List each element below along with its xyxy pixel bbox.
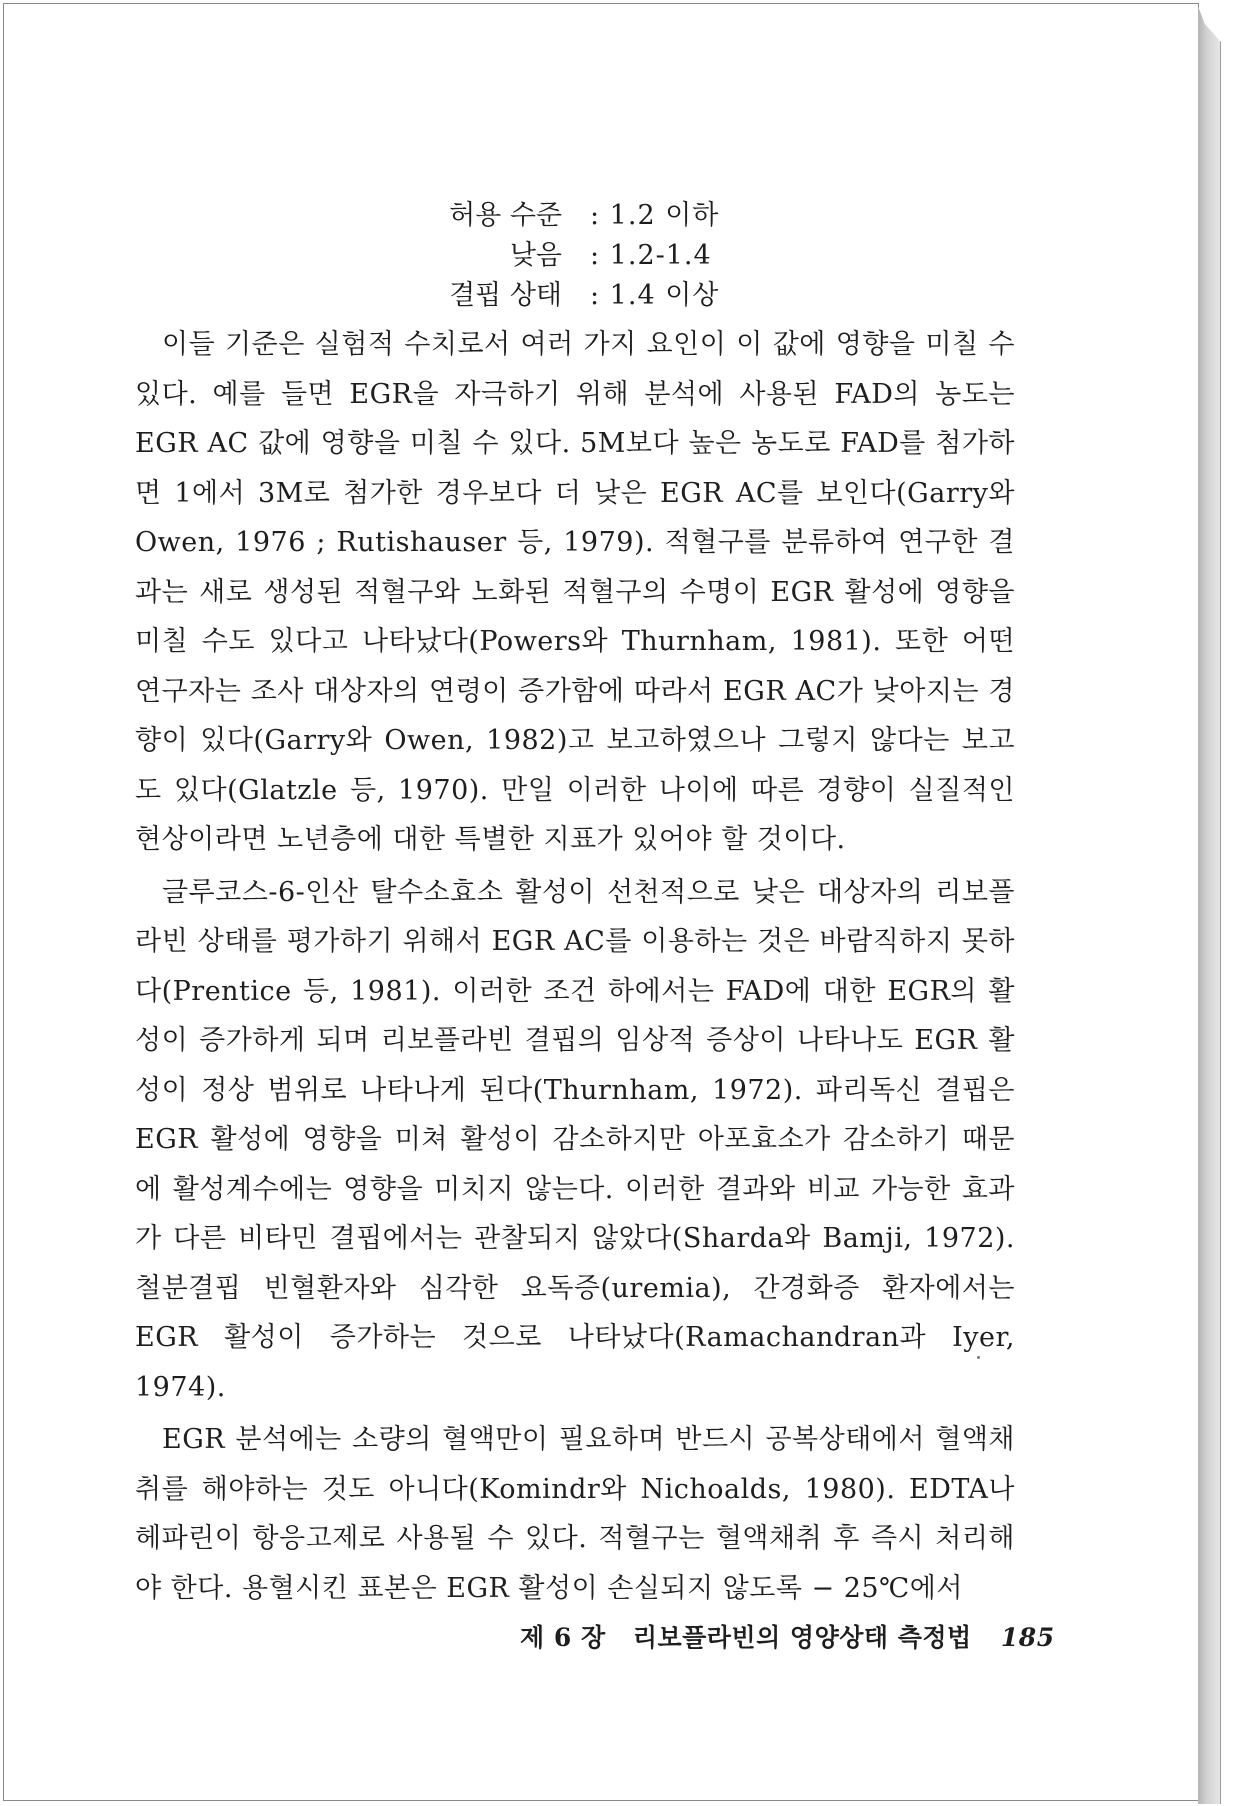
criteria-row-deficient: [440, 276, 820, 316]
page-edge-shadow: [1198, 6, 1221, 1804]
criteria-label: 낮음: [509, 240, 562, 271]
body-text: [135, 320, 1015, 1616]
criteria-label: 결핍 상태: [449, 280, 562, 311]
scan-speck: [977, 1356, 980, 1359]
criteria-row-low: [440, 236, 820, 276]
page-number: 185: [1000, 1623, 1055, 1652]
paragraph: 글루코스-6-인산 탈수소효소 활성이 선천적으로 낮은 대상자의 리보플라빈 상태를 평가하기 위해서 EGR AC를 이용하는 것은 바람직하지 못하다(Prentice 등, 1981). 이러한 조건 하에서는 FAD에 대한 EGR의 활성이 증가하게 되며 리보플라빈 결핍의 임상적 증상이 나타나도 EGR 활성이 정상 범위로 나타나게 된다(Thurnham, 1972). 파리독신 결핍은 EGR 활성에 영향을 미쳐 활성이 감소하지만 아포효소가 감소하기 때문에 활성계수에는 영향을 미치지 않는다. 이러한 결과와 비교 가능한 효과가 다른 비타민 결핍에서는 관찰되지 않았다(Sharda와 Bamji, 1972). 철분결핍 빈혈환자와 심각한 요독증(uremia), 간경화증 환자에서는 EGR 활성이 증가하는 것으로 나타났다(Ramachandran과 Iyer, 1974).: [135, 876, 1015, 1403]
criteria-value: : 1.4 이상: [590, 280, 720, 311]
chapter-title: 리보플라빈의 영양상태 측정법: [632, 1623, 972, 1652]
criteria-value: : 1.2-1.4: [590, 240, 712, 271]
paragraph: 이들 기준은 실험적 수치로서 여러 가지 요인이 이 값에 영향을 미칠 수 있다. 예를 들면 EGR을 자극하기 위해 분석에 사용된 FAD의 농도는 EGR AC 값에 영향을 미칠 수 있다. 5M보다 높은 농도로 FAD를 첨가하면 1에서 3M로 첨가한 경우보다 더 낮은 EGR AC를 보인다(Garry와 Owen, 1976 ; Rutishauser 등, 1979). 적혈구를 분류하여 연구한 결과는 새로 생성된 적혈구와 노화된 적혈구의 수명이 EGR 활성에 영향을 미칠 수도 있다고 나타났다(Powers와 Thurnham, 1981). 또한 어떤 연구자는 조사 대상자의 연령이 증가함에 따라서 EGR AC가 낮아지는 경향이 있다(Garry와 Owen, 1982)고 보고하였으나 그렇지 않다는 보고도 있다(Glatzle 등, 1970). 만일 이러한 나이에 따른 경향이 실질적인 현상이라면 노년층에 대한 특별한 지표가 있어야 할 것이다.: [135, 329, 1015, 855]
chapter-number: 제 6 장: [520, 1623, 606, 1652]
paragraph: EGR 분석에는 소량의 혈액만이 필요하며 반드시 공복상태에서 혈액채취를 해야하는 것도 아니다(Komindr와 Nichoalds, 1980). EDTA나 헤파린이 항응고제로 사용될 수 있다. 적혈구는 혈액채취 후 즉시 처리해야 한다. 용혈시킨 표본은 EGR 활성이 손실되지 않도록 − 25℃에서: [135, 1424, 1015, 1604]
criteria-row-acceptable: [440, 196, 820, 236]
criteria-label: 허용 수준: [449, 200, 562, 231]
criteria-list: [440, 196, 820, 316]
criteria-value: : 1.2 이하: [590, 200, 720, 231]
running-footer: [520, 1618, 1055, 1654]
